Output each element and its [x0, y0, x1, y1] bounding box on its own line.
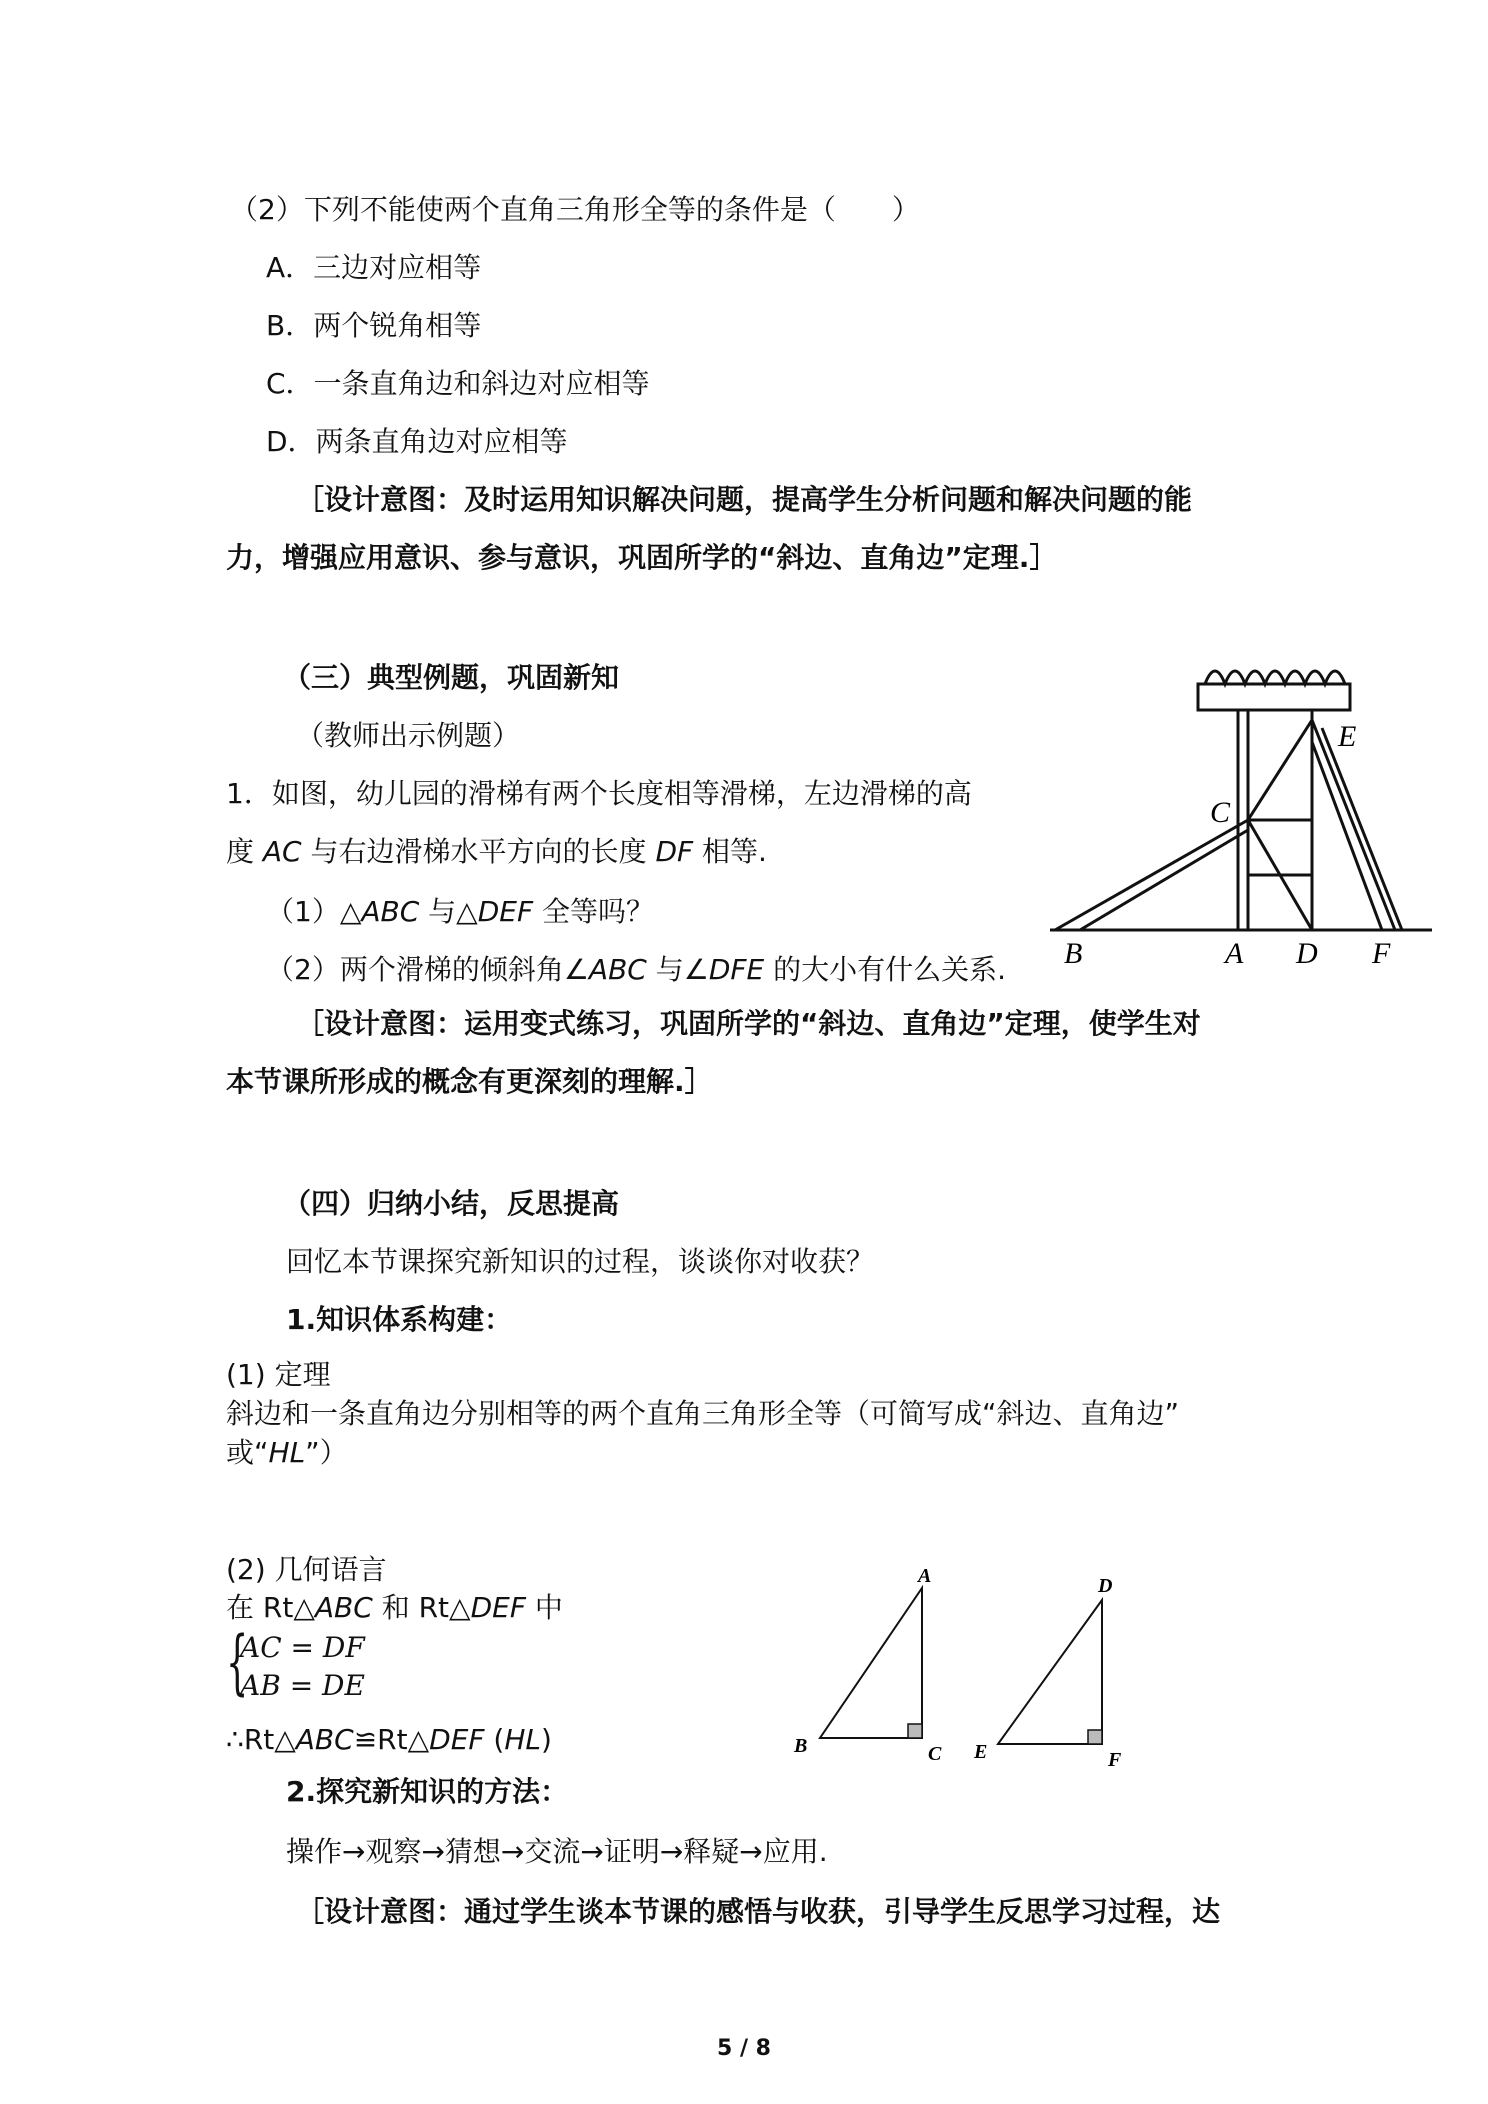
triangle-label-e: E — [974, 1741, 988, 1763]
teacher-note: （教师出示例题） — [296, 719, 521, 752]
figure-label-b: B — [1064, 937, 1083, 970]
knowledge-system-heading: 1.知识体系构建： — [286, 1303, 513, 1336]
option-a: A．三边对应相等 — [266, 251, 482, 284]
option-c: C．一条直角边和斜边对应相等 — [266, 367, 650, 400]
theorem-text-line1: 斜边和一条直角边分别相等的两个直角三角形全等（可简写成“斜边、直角边” — [226, 1397, 1180, 1430]
figure-label-a: A — [1225, 937, 1244, 970]
theorem-text-line2: 或“HL”） — [226, 1436, 348, 1469]
option-d: D．两条直角边对应相等 — [266, 425, 568, 458]
example-1-line2: 度 AC 与右边滑梯水平方向的长度 DF 相等. — [226, 835, 767, 868]
equation-brace-system: { AC = DF AB = DE — [226, 1621, 365, 1703]
example-1-line1: 1．如图，幼儿园的滑梯有两个长度相等滑梯，左边滑梯的高 — [226, 777, 972, 810]
method-text: 操作→观察→猜想→交流→证明→释疑→应用. — [286, 1835, 828, 1868]
figure-label-e: E — [1338, 720, 1357, 753]
geometry-language-title: (2) 几何语言 — [226, 1553, 387, 1586]
triangle-label-d: D — [1098, 1575, 1113, 1597]
question-2-prompt: （2）下列不能使两个直角三角形全等的条件是（ ） — [230, 193, 920, 226]
congruence-conclusion: ∴Rt△ABC≌Rt△DEF (HL) — [226, 1723, 552, 1756]
design-intent-3-line1: ［设计意图：通过学生谈本节课的感悟与收获，引导学生反思学习过程，达 — [296, 1895, 1221, 1928]
right-triangles-figure — [780, 1560, 1140, 1780]
triangle-label-c: C — [928, 1743, 942, 1765]
triangle-label-a: A — [918, 1565, 932, 1587]
design-intent-1-line2: 力，增强应用意识、参与意识，巩固所学的“斜边、直角边”定理.］ — [226, 541, 1058, 574]
section-3-heading: （三）典型例题，巩固新知 — [283, 661, 620, 694]
design-intent-2-line1: ［设计意图：运用变式练习，巩固所学的“斜边、直角边”定理，使学生对 — [296, 1007, 1201, 1040]
figure-label-d: D — [1296, 937, 1318, 970]
section-4-prompt: 回忆本节课探究新知识的过程，谈谈你对收获？ — [286, 1245, 875, 1278]
theorem-title: (1) 定理 — [226, 1358, 331, 1391]
equation-1: AC = DF — [240, 1631, 365, 1664]
slide-figure — [1050, 650, 1450, 980]
design-intent-2-line2: 本节课所形成的概念有更深刻的理解.］ — [226, 1065, 713, 1098]
equation-2: AB = DE — [240, 1669, 365, 1702]
option-b: B．两个锐角相等 — [266, 309, 482, 342]
figure-label-f: F — [1372, 937, 1391, 970]
method-heading: 2.探究新知识的方法： — [286, 1775, 569, 1808]
triangle-label-b: B — [794, 1735, 808, 1757]
figure-label-c: C — [1210, 796, 1231, 829]
design-intent-1-line1: ［设计意图：及时运用知识解决问题，提高学生分析问题和解决问题的能 — [296, 483, 1193, 516]
geometry-language-given: 在 Rt△ABC 和 Rt△DEF 中 — [226, 1591, 563, 1624]
example-1-question-1: （1）△ABC 与△DEF 全等吗？ — [266, 895, 654, 928]
page-number: 5 / 8 — [717, 2036, 771, 2061]
section-4-heading: （四）归纳小结，反思提高 — [283, 1187, 620, 1220]
example-1-question-2: （2）两个滑梯的倾斜角∠ABC 与∠DFE 的大小有什么关系. — [266, 953, 1007, 986]
triangle-label-f: F — [1108, 1749, 1122, 1771]
